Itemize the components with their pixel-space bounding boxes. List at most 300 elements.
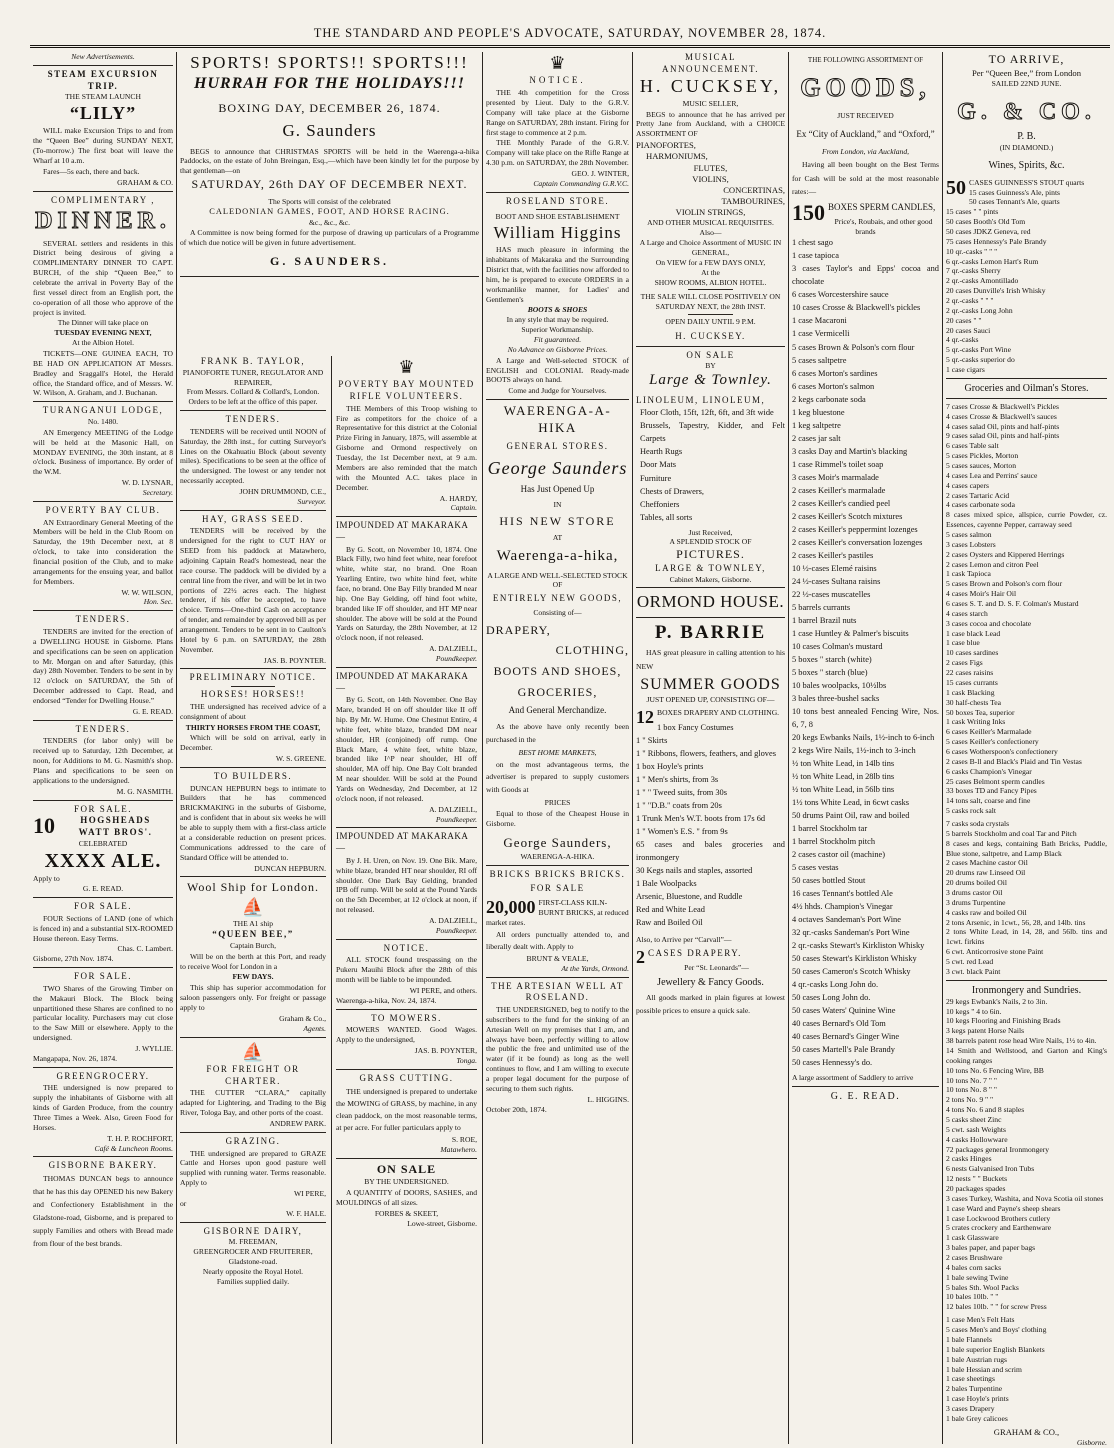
grv-body2: THE Monthly Parade of the G.R.V. Company will take place on the Rifle Range at 4.30 p.m. on SATURDAY, the 28th November. [486, 138, 629, 168]
barrie-body: HAS great pleasure in calling attention to his NEW [636, 648, 785, 671]
list-item: 6 cases Morton's sardines [792, 368, 878, 378]
list-item: 7 cases Crosse & Blackwell's Pickles [946, 401, 1059, 411]
higgins-style: In any style that may be required. [506, 315, 609, 325]
list-item: 20 drums raw Linseed Oil [946, 868, 1026, 878]
from-london: From London, via Auckland, [821, 147, 910, 157]
masthead-rule [30, 45, 1110, 48]
wines-title: Wines, Spirits, &c. [988, 159, 1065, 171]
list-item: 75 cases Hennessy's Pale Brandy [946, 236, 1047, 246]
list-item: 4 casks raw and boiled Oil [946, 907, 1027, 917]
sale2-date: Gisborne, 27th Nov. 1874. [33, 954, 114, 964]
imp1-role: Poundkeeper. [435, 654, 477, 664]
steam-body: WILL make Excursion Trips to and from the “Queen Bee” during SUNDAY NEXT, (To-morrow.) The first boat will leave the Wharf at 10 a.m. [33, 126, 173, 166]
list-item: 10 tons No. 7 " " [946, 1075, 997, 1085]
waer-body2: on the most advantageous terms, the advertiser is prepared to supply customers with Goods at [486, 759, 629, 795]
grazing-sign2: W. F. HALE. [286, 1208, 326, 1218]
dairy-fam: Families supplied daily. [216, 1276, 290, 1286]
sale1-sign: G. E. READ. [82, 884, 124, 894]
dinner-place: The Dinner will take place on [57, 318, 149, 328]
list-item: 1 case tapioca [792, 251, 839, 261]
diamond: (IN DIAMOND.) [999, 142, 1054, 152]
taylor-sub: PIANOFORTE TUNER, REGULATOR AND REPAIRER, [182, 367, 324, 387]
guinness-label: CASES GUINNESS'S STOUT quarts [969, 177, 1085, 187]
candles-num: 150 [792, 199, 825, 225]
list-item: 4 cases starch [946, 608, 988, 618]
tenders-sign: JOHN DRUMMOND, C.E., [239, 486, 326, 496]
hay-title: HAY, GRASS SEED. [201, 513, 305, 524]
dinner-tickets: TICKETS—ONE GUINEA EACH, TO BE HAD ON APPLICATION AT Messrs. Bradley and Sraggall's Hotel, the Herald office, the Standard office, and of Messrs. W. W. Wilson, A. Graham, and J. Buchanan. [33, 348, 173, 398]
divider [336, 1158, 477, 1159]
list-item: 4 octaves Sandeman's Port Wine [792, 915, 901, 925]
list-item: 2 cases Lemon and citron Peel [946, 559, 1039, 569]
list-item: 2 cases Oysters and Kippered Herrings [946, 549, 1065, 559]
waer-boots: BOOTS AND SHOES, [493, 664, 622, 679]
dinner-pre: COMPLIMENTARY , [51, 194, 155, 205]
dairy-name: M. FREEMAN, [228, 1237, 278, 1247]
list-item: 3 cwt. black Paint [946, 966, 1001, 976]
drapery-label: CASES DRAPERY. [648, 948, 742, 959]
list-item: 3 cases Drapery [946, 1403, 995, 1413]
list-item: Furniture [640, 473, 672, 483]
steam-name: “LILY” [69, 103, 137, 124]
mowers-ad [336, 1013, 477, 1066]
list-item: 14 Smith and Wellstood, and Garton and King's cooking ranges [946, 1046, 1107, 1065]
wool-role: Agents. [303, 1023, 326, 1033]
list-item: 2 cases Brushware [946, 1253, 1003, 1263]
divider [336, 1009, 477, 1010]
bricks-kiln: FIRST-CLASS KILN-BURNT BRICKS, at reduced market rates. [486, 897, 629, 927]
sale2-title: FOR SALE. [73, 901, 132, 912]
list-item: 10 cases Crosse & Blackwell's pickles [792, 303, 921, 313]
list-item: 5 boxes " starch (white) [792, 654, 872, 664]
show-rooms: SHOW ROOMS, ALBION HOTEL. [654, 277, 767, 287]
list-item: 2 cases Keiller's marmalade [792, 485, 886, 495]
list-item: 1 keg saltpetre [792, 420, 841, 430]
list-item: 22 ½-cases muscatelles [792, 589, 871, 599]
list-item: 20 drums boiled Oil [946, 878, 1007, 888]
list-item: 2 cases Figs [946, 658, 983, 668]
onsale-sub: BY THE UNDERSIGNED. [364, 1177, 449, 1187]
freight-sign: ANDREW PARK. [269, 1118, 326, 1128]
taylor-ad [180, 356, 326, 407]
groceries-title: Groceries and Oilman's Stores. [964, 382, 1089, 394]
list-item: 3 cases Moir's marmalade [792, 472, 879, 482]
sports-saunders: G. Saunders [282, 121, 377, 141]
hay-ad [180, 514, 326, 666]
summer-goods: SUMMER GOODS [640, 675, 781, 693]
list-item: 2 cases Machine castor Oil [946, 858, 1028, 868]
waer-name: George Saunders [487, 457, 628, 478]
wool-title: Wool Ship for London. [186, 880, 320, 895]
higgins-ad [486, 196, 629, 397]
list-item: 10 bales woolpacks, 10½lbs [792, 680, 887, 690]
dinner-ad [33, 195, 173, 399]
list-item: 5 cwt. red Lead [946, 956, 994, 966]
list-item: 12 nests " " Buckets [946, 1174, 1008, 1184]
imp2-body: By G. Scott, on 14th November. One Bay Mare, branded H on off shoulder like II off hip. By Mr. W. Hume. One Chestnut Entire, 4 white feet, white blaze, branded DM near shoulder, HR (conjoined) off rump. One Black Mare, 4 white feet, white blaze, branded like I^P near shoulder, HI off shoulder, MA off hip. One Bay Colt branded M near shoulder. Will be sold at the Pound Yards on Wednesday, 2nd December, at 12 o'clock noon, if not released. [336, 695, 477, 803]
grv-role: Captain Commanding G.R.V.C. [533, 178, 629, 188]
bricks-ad [486, 869, 629, 974]
divider [33, 1156, 173, 1157]
list-item: 10 tons No. 8 " " [946, 1085, 997, 1095]
list-item: 10 tons No. 6 Fencing Wire, BB [946, 1065, 1044, 1075]
list-item: Tables, all sorts [640, 512, 693, 522]
impound3-ad [336, 831, 477, 935]
grass-sign: S. ROE, [451, 1135, 477, 1145]
horses-ad [180, 672, 326, 764]
list-item: 24 ½-cases Sultana raisins [792, 576, 881, 586]
higgins-fit: Fit guaranteed. [533, 335, 582, 345]
waer-consist: Consisting of— [533, 607, 582, 617]
rifle-ad [336, 356, 477, 513]
list-item: 50 cases Cameron's Scotch Whisky [792, 967, 911, 977]
waer-store: HIS NEW STORE [499, 513, 616, 528]
list-item: 5 cases vestas [792, 863, 839, 873]
list-item: 50 cases Tennant's Ale, quarts [969, 197, 1060, 207]
divider [180, 668, 326, 669]
onsale-place: Lowe-street, Gisborne. [407, 1218, 477, 1228]
list-item: 2 qr.-casks Long John [946, 305, 1013, 315]
list-item: 22 cases raisins [946, 668, 994, 678]
land-ad [33, 901, 173, 964]
divider [636, 617, 785, 618]
list-item: 1 case blue [946, 638, 980, 648]
list-item: 2 cases Keiller's candied peel [792, 498, 891, 508]
list-item: 6 casks Champion's Vinegar [946, 766, 1032, 776]
list-item: 40 cases Bernard's Ginger Wine [792, 1032, 900, 1042]
list-item: 2 qr.-casks " " " [946, 295, 994, 305]
list-item: 50 cases Stewart's Kirkliston Whisky [792, 954, 917, 964]
divider [33, 401, 173, 402]
list-item: 1 " Men's shirts, from 3s [636, 775, 719, 785]
sale1-num: 10 [33, 813, 55, 839]
lodge-sign: W. D. LYSNAR, [121, 478, 173, 488]
hay-body: TENDERS will be received by the undersigned for the right to CUT HAY or SEED from his paddock at Matawhero, adjoining Captain Read's homestead, near the race course. The paddock will be divided by a central line from the river, and will be let in two portions of 22½ acres each. The highest tenderer, if his offer be accepted, to have choice. Terms—One-third Cash on acceptance of tender, and remainder by approved bill as per arrangement. Tenders to be sent in to Caulton's Hotel by 6 p.m. on SATURDAY, the 28th November. [180, 526, 326, 654]
sale1-title: FOR SALE. [73, 803, 132, 814]
list-item: 5 cases Brown & Polson's corn flour [792, 342, 915, 352]
list-item: 1 Bale Woolpacks [636, 879, 697, 889]
having-text: Having all been bought on the Best Terms for Cash will be sold at the most reasonable rates:— [792, 160, 939, 197]
list-item: 1 case Macaroni [792, 316, 847, 326]
grv-sign: GEO. J. WINTER, [571, 168, 629, 178]
sports-etc: &c., &c., &c. [308, 217, 351, 227]
impound2-ad [336, 671, 477, 825]
divider [33, 65, 173, 66]
list-item: 4 qr.-casks [946, 335, 979, 345]
waer-markets: BEST HOME MARKETS, [518, 747, 597, 757]
sale-date: SATURDAY NEXT, the 28th INST. [655, 302, 766, 312]
list-item: 2 qr.-casks Stewart's Kirkliston Whisky [792, 941, 925, 951]
candles-label: BOXES SPERM CANDLES, [828, 201, 936, 212]
list-item: 50 cases Long John do. [792, 993, 871, 1003]
list-item: 1 case Huntley & Palmer's biscuits [792, 628, 909, 638]
list-item: 12 bales 10lb. " " for screw Press [946, 1302, 1047, 1312]
list-item: 2 casks Hinges [946, 1154, 992, 1164]
list-item: 4 cases carbonate soda [946, 500, 1015, 510]
list-item: 5 cases saltpetre [792, 355, 847, 365]
dinner-body: SEVERAL settlers and residents in this District being desirous of giving a COMPLIMENTARY DINNER TO CAPT. BURCH, of the ship “Queen Bee,” to celebrate the arrival in Poverty Bay of the first vessel direct from an English port, the co-operation of all those who approve of the project is invited. [33, 238, 173, 317]
list-item: 1 case cigars [946, 365, 985, 374]
list-item: 65 cases and bales groceries and ironmongery [636, 840, 785, 863]
list-item: 38 barrels patent rose head Wire Nails, 1½ to 4in. [946, 1036, 1097, 1046]
list-item: 9 cases salad Oil, pints and half-pints [946, 431, 1060, 441]
ale-ad [33, 804, 173, 895]
ex-ships: Ex “City of Auckland,” and “Oxford,” [796, 128, 935, 139]
divider [180, 1222, 326, 1223]
list-item: 2 cases Keiller's pastiles [792, 550, 874, 560]
sale1-apply: Apply to [33, 874, 60, 884]
green-body: THE undersigned is now prepared to supply the inhabitants of Gisborne with all kinds of Garden Produce, from the country Three Times a Week. Also, Green Food for Horses. [33, 1083, 173, 1132]
builders-title: TO BUILDERS. [213, 770, 293, 781]
candles-sub: Price's, Roubais, and other good brands [834, 216, 933, 236]
graham-place: Gisborne. [1076, 1437, 1107, 1447]
divider [33, 501, 173, 502]
list-item: 15 cases Guinness's Ale, pints [969, 187, 1061, 197]
groceries-list [946, 402, 1107, 816]
list-item: 10 bales 10lb. " " [946, 1292, 999, 1302]
list-item: 1 " "D.B." coats from 20s [636, 801, 722, 811]
sale2-sign: Chas. C. Lambert. [117, 944, 173, 954]
list-item: 50 cases JDKZ Geneva, red [946, 226, 1031, 236]
notice-date: Waerenga-a-hika, Nov. 24, 1874. [336, 995, 437, 1005]
lodge-role: Secretary. [142, 487, 173, 497]
drapery-num: 2 [636, 947, 645, 968]
list-item: 20 cases Dunville's Irish Whisky [946, 286, 1046, 296]
list-item: 6 cases Worcestershire sauce [792, 290, 889, 300]
list-item: 5 cases sauces, Morton [946, 461, 1017, 471]
dairy-road: Gladstone-road. [228, 1256, 278, 1266]
waer-prices: PRICES [544, 798, 571, 808]
divider [486, 865, 629, 866]
cucksey-name: H. CUCKSEY, [639, 76, 782, 97]
steam-ad [33, 69, 173, 188]
list-item: 4 cases capers [946, 480, 990, 490]
dinner-title: DINNER. [35, 208, 171, 235]
townley-ad [636, 350, 785, 585]
list-item: 2 qr.-casks Amontillado [946, 276, 1019, 286]
divider [180, 410, 326, 411]
wool-body: Will be on the berth at this Port, and ready to receive Wool for London in a [180, 951, 326, 971]
notice-sign: WI PERE, and others. [409, 985, 477, 995]
onsale-sign: FORBES & SKEET, [374, 1208, 439, 1218]
sports-date: SATURDAY, 26th DAY OF DECEMBER NEXT. [191, 177, 468, 192]
sale3-title: FOR SALE. [73, 971, 132, 982]
dairy-title: GISBORNE DAIRY, [203, 1225, 303, 1236]
rifle-body: THE Members of this Troop wishing to Fire as competitors for the choice of a Representative for this district at the Colonial Prize Firing in January, 1875, will assemble at Gisborne and Ormond respectively on Tuesday, the 1st December next, at 9 a.m. Members are also reminded that the match with the Mounted A.C. takes place in December. [336, 403, 477, 492]
list-item: 4 casks Hollowware [946, 1134, 1008, 1144]
crown-crest-icon: ♛ [398, 357, 415, 377]
list-item: 50 cases Booth's Old Tom [946, 217, 1026, 227]
list-item: 2 cases jar salt [792, 433, 841, 443]
list-item: Hearth Rugs [640, 447, 683, 457]
list-item: 1 cask Tapioca [946, 569, 991, 579]
list-item: 5 bales Sth. Wool Packs [946, 1282, 1019, 1292]
list-item: 3 cases Taylor's and Epps' cocoa and chocolate [792, 264, 939, 287]
list-item: 2 cases Keiller's Scotch mixtures [792, 511, 903, 521]
list-item: Brussels, Tapestry, Kidder, and Felt Carpets [640, 421, 785, 444]
list-item: 1 case black Lead [946, 628, 1001, 638]
crest-icon: ♛ [549, 53, 566, 73]
list-item: Arsenic, Bluestone, and Ruddle [636, 892, 743, 902]
grass-body: THE undersigned is prepared to undertake the MOWING of GRASS, by machine, in any clean paddock, on the most reasonable terms, at per acre. For fuller particulars apply to [336, 1086, 477, 1132]
list-item: 50 cases Martell's Pale Brandy [792, 1045, 895, 1055]
tenders2-sign: M. G. NASMITH. [116, 786, 173, 796]
ship-icon: ⛵ [241, 896, 265, 917]
grass-title: GRASS CUTTING. [359, 1072, 454, 1083]
dinner-date: TUESDAY EVENING NEXT, [54, 328, 152, 338]
onsale-body: A QUANTITY of DOORS, SASHES, and MOULDINGS of all sizes. [336, 1188, 477, 1208]
per-st: Per “St. Leonards”— [684, 962, 749, 972]
list-item: 1½ tons White Lead, in 6cwt casks [792, 798, 910, 808]
list-item: 2 tons White Lead, in 14, 28, and 56lb. tins and 1cwt. firkins [946, 927, 1107, 947]
list-item: 5 crates crockery and Earthenware [946, 1223, 1051, 1233]
sale1-ale: XXXX ALE. [44, 850, 162, 873]
divider [336, 827, 477, 828]
imp3-sign: A. DALZIELL, [429, 915, 477, 925]
instrument-item: FLUTES, [693, 162, 728, 173]
club-body: AN Extraordinary General Meeting of the Members will be held in the Club Room on Saturday, the 19th December next, at 8 o'clock, to take into consideration the financial position of the Club, and to make arrangements for the ensuing year, and ballot for Members. [33, 517, 173, 586]
lt-role: Cabinet Makers, Gisborne. [669, 574, 752, 584]
bakery-ad [33, 1160, 173, 1250]
list-item: 1 " Skirts [636, 736, 668, 746]
grv-notice [486, 52, 629, 189]
cucksey-ad [636, 52, 785, 343]
artesian-sign: L. HIGGINS. [587, 1094, 629, 1104]
list-item: 2 kegs Wire Nails, 1½-inch to 3-inch [792, 745, 916, 755]
list-item: 20 cases Sauci [946, 325, 991, 335]
divider [33, 720, 173, 721]
imp3-role: Poundkeeper. [435, 925, 477, 935]
steam-sign: GRAHAM & CO. [117, 177, 173, 187]
list-item: 5 cases Keiller's confectionery [946, 737, 1039, 747]
builders-ad [180, 771, 326, 873]
tenders2-ad [33, 724, 173, 797]
tenders-ad [180, 414, 326, 507]
tenders2-body: TENDERS (for labor only) will be received up to Saturday, 12th December, at noon, for Additions to M. G. Nasmith's shop. Plans and specifications to be seen on applications to the undersigned. [33, 736, 173, 785]
divider [180, 1037, 326, 1038]
steam-fares: Fares—5s each, there and back. [43, 166, 140, 176]
column-3 [482, 52, 632, 1444]
higgins-name: William Higgins [493, 223, 622, 243]
gco-mark: G. & CO. [957, 98, 1096, 125]
wool-ad [180, 880, 326, 1033]
imp2-sign: A. DALZIELL, [429, 804, 477, 814]
lodge-title: TURANGANUI LODGE, [42, 405, 164, 416]
list-item: 6 cases S. T. and D. S. F. Colman's Mustard [946, 599, 1079, 609]
list-item: 4½ hhds. Champion's Vinegar [792, 902, 893, 912]
list-item: 50 cases Waters' Quinine Wine [792, 1006, 896, 1016]
imp2-role: Poundkeeper. [435, 814, 477, 824]
greengrocery-ad [33, 1071, 173, 1154]
list-item: 3 kegs patent Horse Nails [946, 1026, 1025, 1036]
read-sign: G. E. READ. [830, 1091, 901, 1103]
list-item: 5 boxes " starch (blue) [792, 667, 868, 677]
graham-ad [946, 52, 1107, 1448]
list-item: 1 chest sago [792, 238, 833, 248]
iron-title: Ironmongery and Sundries. [971, 984, 1082, 996]
list-item: 4 bales corn sacks [946, 1262, 1002, 1272]
assort-label: THE FOLLOWING ASSORTMENT OF [807, 56, 924, 64]
list-item: 1 bale sewing Twine [946, 1272, 1009, 1282]
grazing-or: or [180, 1198, 187, 1208]
sports-committee: A Committee is now being formed for the purpose of drawing up particulars of a Programme of which due notice will be given in future advertisement. [180, 228, 479, 248]
divider [946, 378, 1107, 379]
onsale-title: ON SALE [376, 1161, 437, 1176]
guinness-num: 50 [946, 176, 966, 199]
list-item: 2 kegs carbonate soda [792, 394, 866, 404]
instrument-item: VIOLINS, [692, 173, 729, 184]
list-item: 5 casks rock salt [946, 806, 996, 816]
instrument-item: HARMONIUMS, [646, 151, 708, 162]
freight-body: THE CUTTER “CLARA,” capitally adapted for Lightering, and Trading to the Big River, Tologa Bay, and other ports of the coast. [180, 1088, 326, 1118]
divider [33, 800, 173, 801]
roseland-title: ROSELAND STORE. [505, 195, 610, 206]
builders-body: DUNCAN HEPBURN begs to intimate to Builders that he has commenced BRICKMAKING in the suburbs of Gisborne, and is confident that in about six weeks he will be able to supply them with a first-class article at a considerable reduction on present prices. Communications addressed to the care of Standard Office will be attended to. [180, 783, 326, 862]
sale3-date: Mangapapa, Nov. 26, 1874. [33, 1053, 118, 1063]
barrie-ad [636, 591, 785, 1017]
list-item: 1 barrel Brazil nuts [792, 615, 857, 625]
by-label: BY [705, 361, 716, 371]
list-item: 20 cases " " [946, 315, 982, 325]
list-item: 15 cases " " pints [946, 207, 999, 217]
waer-goods: ENTIRELY NEW GOODS, [492, 593, 623, 604]
also-arrive: Also, to Arrive per “Carvall”— [636, 935, 732, 945]
sale-close: THE SALE WILL CLOSE POSITIVELY ON [640, 292, 781, 302]
requisites: AND OTHER MUSICAL REQUISITES. [647, 218, 774, 228]
bricks-orders: All orders punctually attended to, and liberally dealt with. Apply to [486, 929, 629, 951]
rifle-sign: A. HARDY, [439, 493, 477, 503]
wine-list [946, 188, 1107, 375]
waer-in: IN [553, 499, 562, 509]
list-item: 16 cases Tennant's bottled Ale [792, 889, 893, 899]
sale2-body: FOUR Sections of LAND (one of which is fenced in) and a substantial SIX-ROOMED House thereon. Easy Terms. [33, 913, 173, 943]
list-item: 15 cases currants [946, 677, 998, 687]
list-item: 50 cases Hennessy's do. [792, 1058, 873, 1068]
column-2 [176, 52, 482, 1444]
list-item: 5 qr.-casks Port Wine [946, 345, 1011, 355]
list-item: 2 cases Tartaric Acid [946, 490, 1010, 500]
tenders1-sign: G. E. READ. [132, 706, 173, 716]
list-item: Chests of Drawers, [640, 486, 704, 496]
divider [180, 510, 326, 511]
waer-stock: A LARGE AND WELL-SELECTED STOCK OF [487, 570, 628, 590]
list-item: 1 case Men's Felt Hats [946, 1315, 1015, 1325]
also-body: A Large and Choice Assortment of MUSIC IN GENERAL, [639, 238, 782, 257]
impound1-ad [336, 520, 477, 664]
wool-capt: Captain Burch, [230, 940, 276, 950]
new-ads-label: New Advertisements. [71, 52, 135, 61]
grv-title: NOTICE. [529, 75, 586, 86]
list-item: 8 cases mixed spice, allspice, currie Powder, cz. Essences, cayenne Pepper, carraway seed [946, 510, 1107, 530]
list-item: 3 casks Day and Martin's blacking [792, 446, 908, 456]
builders-sign: DUNCAN HEPBURN. [254, 863, 326, 873]
instrument-item: PIANOFORTES, [636, 140, 696, 151]
divider [946, 980, 1107, 981]
list-item: 1 case Ward and Payne's sheep shears [946, 1203, 1061, 1213]
divider [231, 686, 275, 687]
waerenga-ad [486, 403, 629, 861]
sports-consist: The Sports will consist of the celebrated [268, 196, 391, 206]
list-item: Cheffoniers [640, 499, 680, 509]
waer-sign2: WAERENGA-A-HIKA. [520, 851, 595, 861]
tenders-title: TENDERS. [225, 414, 281, 425]
sale1-hogsheads: HOGSHEADS [80, 815, 151, 826]
list-item: 1 case Rimmel's toilet soap [792, 459, 884, 469]
sports-sign: G. SAUNDERS. [269, 254, 389, 269]
tenders1-ad [33, 614, 173, 716]
list-item: 2 cases B-ll and Black's Plaid and Tin Vestas [946, 756, 1082, 766]
divider [486, 192, 629, 193]
